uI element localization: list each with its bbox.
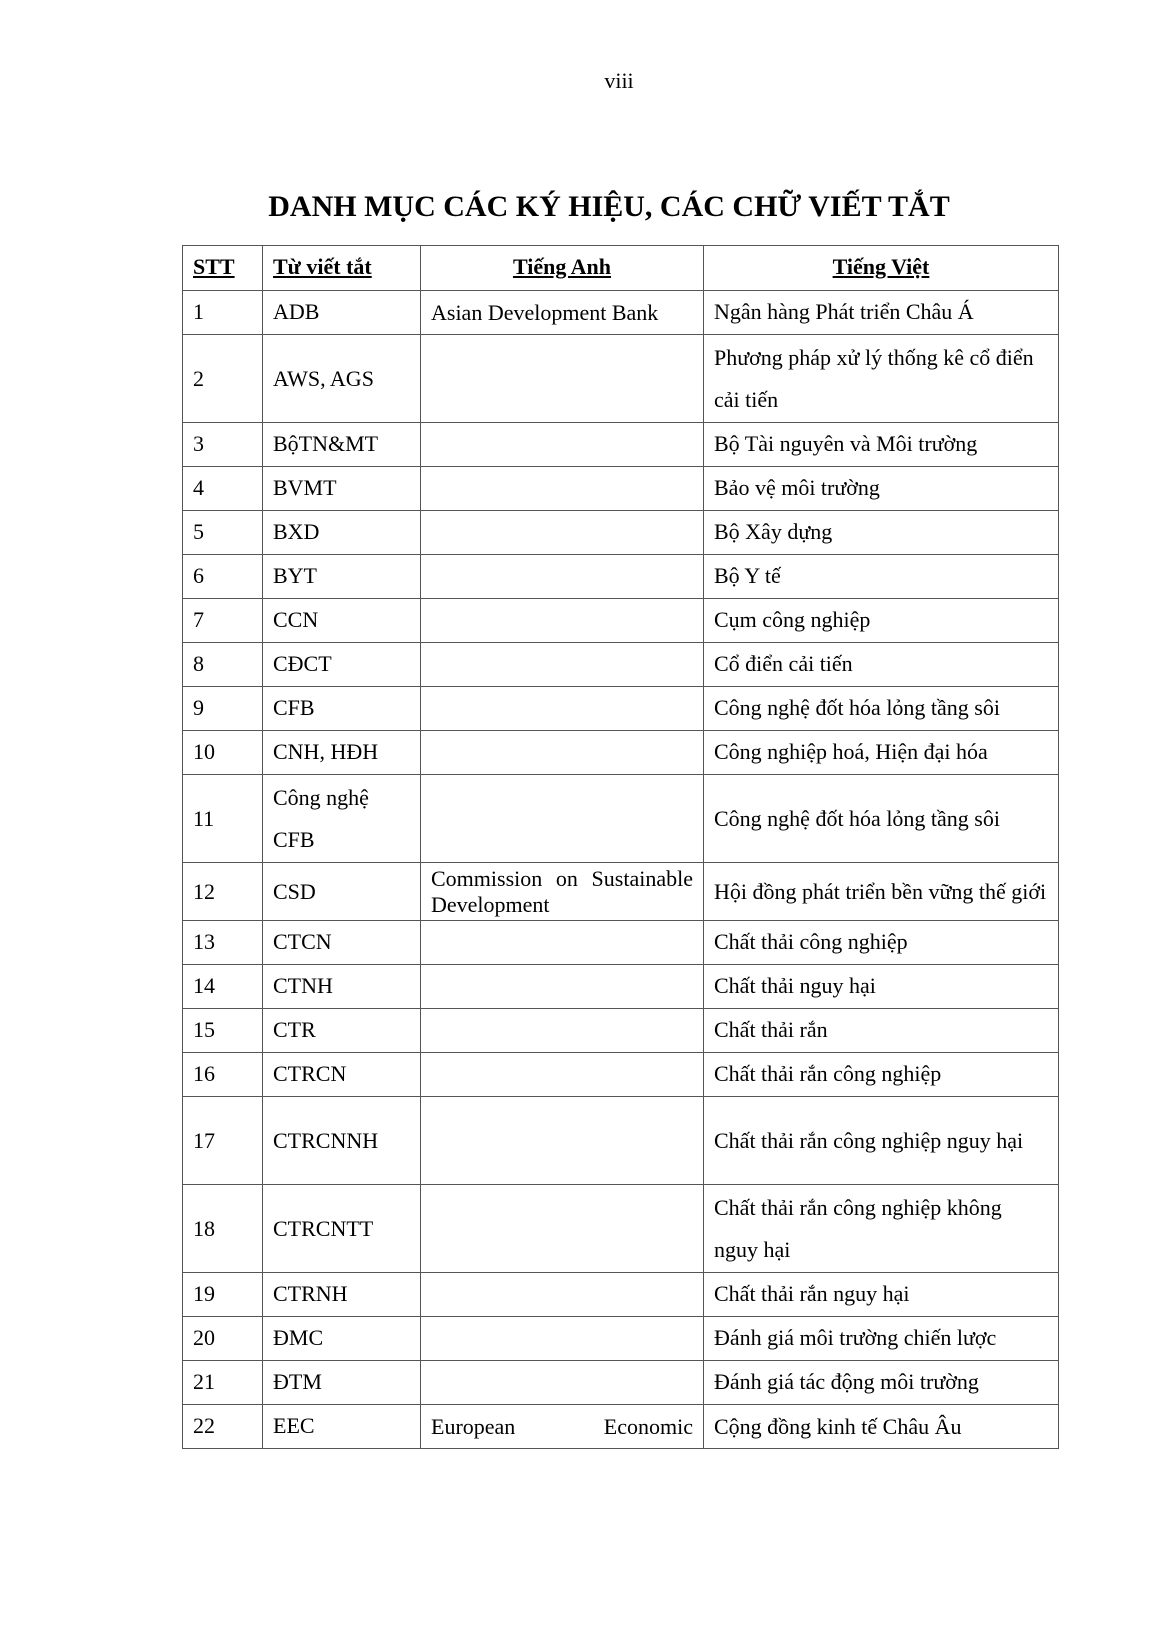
- table-row: [183, 1273, 1059, 1317]
- table-row: [183, 731, 1059, 775]
- cell-stt: 10: [183, 731, 263, 775]
- cell-english: [421, 335, 704, 423]
- cell-abbreviation: CĐCT: [263, 643, 421, 687]
- cell-abbreviation: BXD: [263, 511, 421, 555]
- cell-vietnamese: Cộng đồng kinh tế Châu Âu: [704, 1405, 1059, 1449]
- cell-vietnamese: Công nghệ đốt hóa lỏng tầng sôi: [704, 775, 1059, 863]
- cell-abbreviation: CTRCNNH: [263, 1097, 421, 1185]
- cell-stt: 19: [183, 1273, 263, 1317]
- cell-vietnamese: Cụm công nghiệp: [704, 599, 1059, 643]
- cell-english: [421, 1317, 704, 1361]
- cell-stt: 8: [183, 643, 263, 687]
- cell-english: [421, 467, 704, 511]
- page-title: DANH MỤC CÁC KÝ HIỆU, CÁC CHỮ VIẾT TẮT: [268, 190, 950, 223]
- cell-english: [421, 965, 704, 1009]
- cell-stt: 5: [183, 511, 263, 555]
- cell-abbreviation: ĐTM: [263, 1361, 421, 1405]
- cell-english: Commission on Sustainable Development: [421, 863, 704, 921]
- header-abbreviation: Từ viết tắt: [263, 246, 421, 291]
- cell-abbreviation: ADB: [263, 291, 421, 335]
- cell-vietnamese: Công nghệ đốt hóa lỏng tầng sôi: [704, 687, 1059, 731]
- cell-english: [421, 599, 704, 643]
- cell-vietnamese: Bộ Xây dựng: [704, 511, 1059, 555]
- cell-stt: 14: [183, 965, 263, 1009]
- table-row: [183, 599, 1059, 643]
- table-row: [183, 1361, 1059, 1405]
- cell-stt: 11: [183, 775, 263, 863]
- cell-vietnamese: Ngân hàng Phát triển Châu Á: [704, 291, 1059, 335]
- cell-stt: 12: [183, 863, 263, 921]
- abbreviation-table: [182, 245, 1059, 1449]
- cell-vietnamese: Chất thải công nghiệp: [704, 921, 1059, 965]
- cell-vietnamese: Chất thải rắn công nghiệp nguy hại: [704, 1097, 1059, 1185]
- cell-vietnamese: Chất thải rắn công nghiệp không nguy hại: [704, 1185, 1059, 1273]
- table-row: [183, 775, 1059, 863]
- table-row: [183, 511, 1059, 555]
- cell-stt: 15: [183, 1009, 263, 1053]
- header-vietnamese: Tiếng Việt: [704, 246, 1059, 291]
- cell-abbreviation: CSD: [263, 863, 421, 921]
- table-row: [183, 1053, 1059, 1097]
- cell-abbreviation: CCN: [263, 599, 421, 643]
- cell-abbreviation: ĐMC: [263, 1317, 421, 1361]
- cell-english: [421, 555, 704, 599]
- cell-english: [421, 643, 704, 687]
- cell-english: Asian Development Bank: [421, 291, 704, 335]
- cell-abbreviation: CTR: [263, 1009, 421, 1053]
- cell-english: [421, 1009, 704, 1053]
- table-row: [183, 335, 1059, 423]
- cell-english: [421, 423, 704, 467]
- cell-stt: 13: [183, 921, 263, 965]
- cell-stt: 3: [183, 423, 263, 467]
- table-row: [183, 1317, 1059, 1361]
- cell-vietnamese: Hội đồng phát triển bền vững thế giới: [704, 863, 1059, 921]
- cell-abbreviation: CFB: [263, 687, 421, 731]
- page-number: viii: [604, 68, 634, 93]
- table-row: [183, 1185, 1059, 1273]
- header-stt: STT: [183, 246, 263, 291]
- cell-stt: 18: [183, 1185, 263, 1273]
- table-row: [183, 423, 1059, 467]
- table-row: [183, 291, 1059, 335]
- cell-stt: 16: [183, 1053, 263, 1097]
- cell-vietnamese: Chất thải rắn: [704, 1009, 1059, 1053]
- cell-vietnamese: Công nghiệp hoá, Hiện đại hóa: [704, 731, 1059, 775]
- cell-vietnamese: Chất thải rắn nguy hại: [704, 1273, 1059, 1317]
- cell-vietnamese: Bảo vệ môi trường: [704, 467, 1059, 511]
- cell-stt: 4: [183, 467, 263, 511]
- header-english: Tiếng Anh: [421, 246, 704, 291]
- cell-abbreviation: Công nghệ CFB: [263, 775, 421, 863]
- table-row: [183, 643, 1059, 687]
- cell-abbreviation: BVMT: [263, 467, 421, 511]
- table-header-row: [183, 246, 1059, 291]
- table-row: [183, 863, 1059, 921]
- cell-stt: 17: [183, 1097, 263, 1185]
- cell-stt: 21: [183, 1361, 263, 1405]
- cell-english: [421, 1185, 704, 1273]
- cell-stt: 2: [183, 335, 263, 423]
- cell-english: [421, 1361, 704, 1405]
- cell-vietnamese: Cổ điển cải tiến: [704, 643, 1059, 687]
- cell-abbreviation: EEC: [263, 1405, 421, 1449]
- cell-stt: 20: [183, 1317, 263, 1361]
- cell-english: European Economic: [421, 1405, 704, 1449]
- cell-abbreviation: BộTN&MT: [263, 423, 421, 467]
- table-row: [183, 1405, 1059, 1449]
- cell-vietnamese: Đánh giá tác động môi trường: [704, 1361, 1059, 1405]
- cell-english: [421, 687, 704, 731]
- cell-english: [421, 1097, 704, 1185]
- cell-stt: 9: [183, 687, 263, 731]
- cell-english: [421, 731, 704, 775]
- cell-vietnamese: Bộ Y tế: [704, 555, 1059, 599]
- cell-english: [421, 511, 704, 555]
- cell-vietnamese: Chất thải nguy hại: [704, 965, 1059, 1009]
- table-row: [183, 1097, 1059, 1185]
- cell-english: [421, 1053, 704, 1097]
- cell-abbreviation: CTNH: [263, 965, 421, 1009]
- cell-vietnamese: Đánh giá môi trường chiến lược: [704, 1317, 1059, 1361]
- cell-abbreviation: CNH, HĐH: [263, 731, 421, 775]
- cell-vietnamese: Chất thải rắn công nghiệp: [704, 1053, 1059, 1097]
- cell-abbreviation: CTRCNTT: [263, 1185, 421, 1273]
- cell-stt: 22: [183, 1405, 263, 1449]
- table-row: [183, 921, 1059, 965]
- cell-stt: 6: [183, 555, 263, 599]
- table-row: [183, 1009, 1059, 1053]
- cell-vietnamese: Bộ Tài nguyên và Môi trường: [704, 423, 1059, 467]
- cell-english: [421, 1273, 704, 1317]
- cell-english: [421, 775, 704, 863]
- cell-abbreviation: CTCN: [263, 921, 421, 965]
- cell-abbreviation: AWS, AGS: [263, 335, 421, 423]
- cell-abbreviation: BYT: [263, 555, 421, 599]
- table-row: [183, 965, 1059, 1009]
- cell-abbreviation: CTRNH: [263, 1273, 421, 1317]
- cell-english: [421, 921, 704, 965]
- cell-stt: 7: [183, 599, 263, 643]
- table-row: [183, 555, 1059, 599]
- cell-stt: 1: [183, 291, 263, 335]
- cell-vietnamese: Phương pháp xử lý thống kê cổ điển cải tiến: [704, 335, 1059, 423]
- table-row: [183, 467, 1059, 511]
- cell-abbreviation: CTRCN: [263, 1053, 421, 1097]
- table-row: [183, 687, 1059, 731]
